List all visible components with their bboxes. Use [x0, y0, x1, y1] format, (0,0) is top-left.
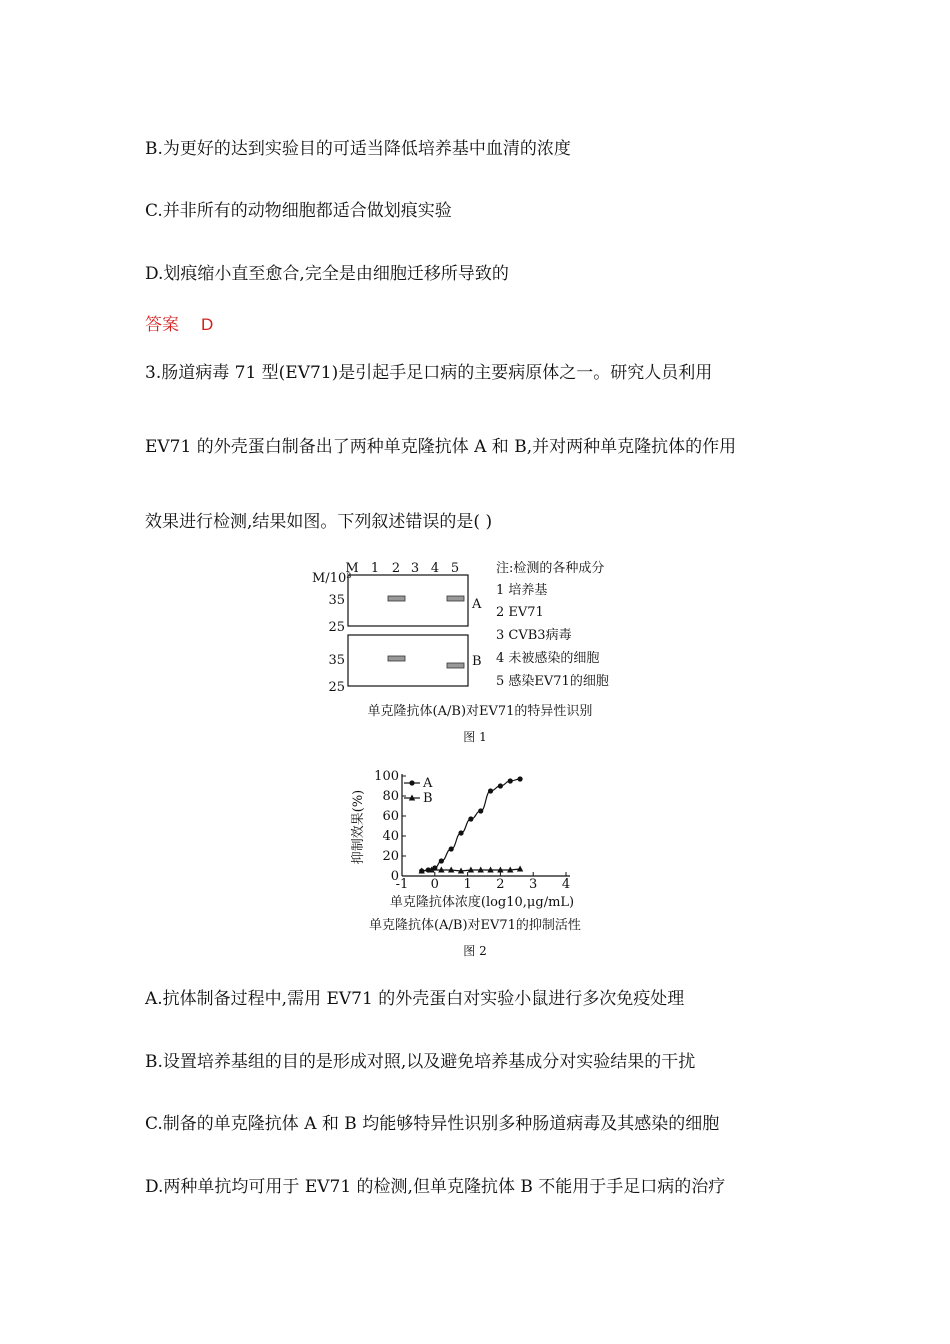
fig1-note-1: 1 培养基 [496, 583, 548, 598]
series-a-point [458, 830, 463, 835]
gel-b-band-lane-2 [388, 656, 405, 661]
fig1-label: 图 1 [463, 730, 487, 744]
chart-y-tick-label: 80 [382, 789, 399, 804]
figure-2-chart [340, 762, 620, 962]
fig1-lane-m: M [345, 561, 359, 576]
chart-y-label: 抑制效果(%) [351, 789, 366, 865]
option-c-prev: C.并非所有的动物细胞都适合做划痕实验 [145, 201, 452, 221]
chart-x-tick-label: 2 [496, 877, 505, 892]
gel-a-band-lane-5 [447, 596, 464, 601]
chart-y-tick-label: 100 [374, 769, 399, 784]
option-b-prev: B.为更好的达到实验目的可适当降低培养基中血清的浓度 [145, 139, 571, 159]
chart-y-tick-label: 60 [382, 809, 399, 824]
gel-b-band-lane-5 [447, 663, 464, 668]
gel-panel-b-label: B [472, 654, 482, 669]
option-d: D.两种单抗均可用于 EV71 的检测,但单克隆抗体 B 不能用于手足口病的治疗 [145, 1177, 726, 1197]
chart-x-tick-label: 3 [529, 877, 538, 892]
fig1-y-axis-label: M/10³ [312, 571, 352, 586]
answer-value: D [201, 315, 214, 334]
series-a-point [468, 816, 473, 821]
question-line-3: 效果进行检测,结果如图。下列叙述错误的是( ) [145, 512, 493, 532]
question-line-1: 3.肠道病毒 71 型(EV71)是引起手足口病的主要病原体之一。研究人员利用 [145, 363, 713, 383]
chart-x-tick-label: -1 [395, 877, 409, 892]
legend-b-label: B [423, 791, 433, 806]
gel-a-marker-35: 35 [328, 593, 345, 608]
gel-panel-a-label: A [472, 597, 482, 612]
chart-x-tick-label: 1 [463, 877, 472, 892]
chart-y-tick-label: 40 [382, 829, 399, 844]
series-a-point [498, 783, 503, 788]
option-b: B.设置培养基组的目的是形成对照,以及避免培养基成分对实验结果的干扰 [145, 1052, 696, 1072]
series-a-point [488, 788, 493, 793]
option-a: A.抗体制备过程中,需用 EV71 的外壳蛋白对实验小鼠进行多次免疫处理 [145, 989, 685, 1009]
series-a-point [439, 858, 444, 863]
gel-a-marker-25: 25 [328, 620, 345, 635]
figure-1 [300, 555, 660, 750]
chart-x-tick-label: 0 [430, 877, 439, 892]
answer-label: 答案 [145, 315, 179, 335]
chart-x-tick-label: 4 [561, 877, 571, 892]
series-a-point [449, 846, 454, 851]
legend-a-marker [409, 780, 414, 785]
fig1-note-title: 注:检测的各种成分 [496, 561, 605, 576]
chart-y-tick-label: 0 [390, 869, 399, 884]
fig1-note-3: 3 CVB3病毒 [496, 628, 572, 643]
fig1-lane-3: 3 [410, 561, 420, 576]
series-a-point [478, 808, 483, 813]
series-a-point [517, 776, 522, 781]
fig1-lane-2: 2 [391, 561, 401, 576]
chart-y-tick-label: 20 [382, 849, 399, 864]
series-a-point [508, 778, 513, 783]
fig2-label: 图 2 [463, 944, 487, 958]
gel-a-band-lane-2 [388, 596, 405, 601]
fig1-lane-5: 5 [450, 561, 460, 576]
fig1-note-5: 5 感染EV71的细胞 [496, 674, 609, 689]
series-a-line [422, 779, 520, 871]
fig1-note-2: 2 EV71 [496, 605, 544, 620]
fig1-note-4: 4 未被感染的细胞 [496, 651, 600, 666]
gel-b-marker-25: 25 [328, 680, 345, 695]
option-d-prev: D.划痕缩小直至愈合,完全是由细胞迁移所导致的 [145, 264, 509, 284]
gel-panel-b [348, 635, 468, 686]
option-c: C.制备的单克隆抗体 A 和 B 均能够特异性识别多种肠道病毒及其感染的细胞 [145, 1114, 720, 1134]
series-b-point [517, 866, 523, 872]
fig1-caption: 单克隆抗体(A/B)对EV71的特异性识别 [367, 704, 593, 719]
chart-x-label: 单克隆抗体浓度(log10,μg/mL) [389, 895, 575, 910]
answer-line [145, 315, 213, 335]
gel-b-marker-35: 35 [328, 653, 345, 668]
question-line-2: EV71 的外壳蛋白制备出了两种单克隆抗体 A 和 B,并对两种单克隆抗体的作用 [145, 437, 737, 457]
fig1-lane-1: 1 [370, 561, 380, 576]
fig1-lane-4: 4 [430, 561, 440, 576]
legend-a-label: A [423, 776, 433, 791]
chart-title: 单克隆抗体(A/B)对EV71的抑制活性 [369, 918, 581, 933]
